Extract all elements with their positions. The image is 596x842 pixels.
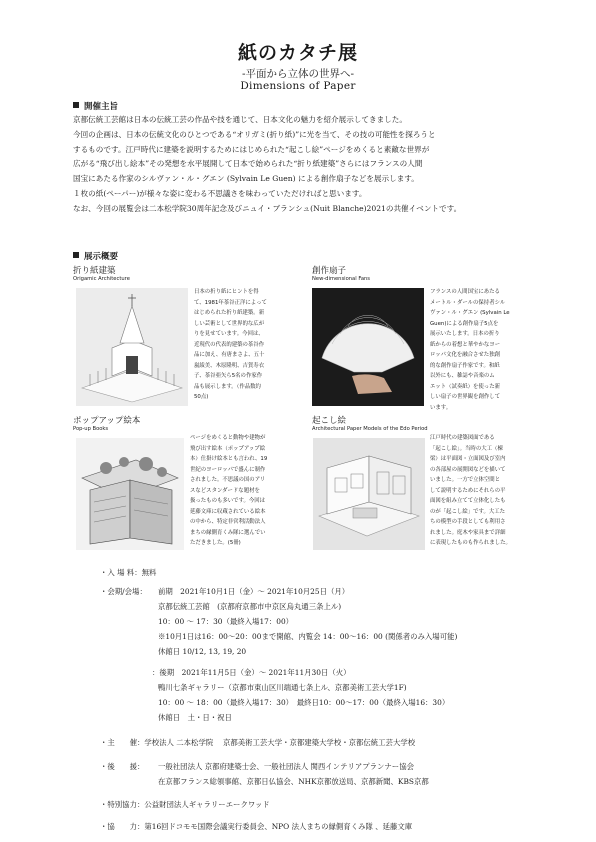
desc-line: 世紀のヨーロッパで盛んに制作 [190,466,266,473]
desc-line: して説明するためにそれらの平 [430,487,506,494]
desc-line: の各部屋の展開図などを描いて [430,466,506,473]
exhibit-origami-subtitle: Origamic Architecture [73,276,130,282]
desc-line: ヴァン・ル・グエン (Sylvain Le [430,310,510,316]
desc-line: メートル・ダールの保持者シル [430,299,506,306]
desc-line: りを見せています。今回は、 [194,331,264,337]
first-term: 前期 2021年10月1日（金）～ 2021年10月25日（月） [158,587,350,596]
special-value: 公益財団法人ギャラリーエークワッド [144,800,270,809]
purpose-line: １枚の紙(ペーパー)が様々な姿に変わる不思議さを味わっていただければと思います。 [73,188,367,198]
desc-line: 50点) [194,394,209,400]
exhibit-fans-subtitle: New-dimensional Fans [312,276,371,282]
desc-line: います。 [430,404,452,411]
desc-line: エット（試奏紙）を使った新 [430,383,500,390]
admission-row [100,565,156,580]
purpose-text [73,113,533,217]
first-venue: 京都伝統工芸館 (京都府京都市中京区烏丸通三条上ル) [158,602,342,611]
coop-row [100,819,412,834]
exhibit-popup-subtitle: Pop-up Books [73,426,109,432]
desc-line: ちの模型の手段としても利用さ [430,519,506,525]
desc-line: 延藤文庫に収蔵されている絵本 [190,508,266,515]
second-term: ：後期 2021年11月5日（金）～ 2021年11月30日（火） [152,668,351,677]
second-closed: 休館日 土・日・祝日 [158,713,232,722]
desc-line: のが「起こし絵」です。大工た [430,508,506,515]
overview-heading-text: 展示概要 [84,252,119,262]
desc-line: ロッパ文化を融合させた独創 [430,352,500,358]
exhibit-fans-desc [430,287,510,413]
desc-line: れました。庭木や家具まで詳細 [430,529,506,536]
exhibit-okoshie-title: 起こし絵 [312,416,347,426]
desc-line: フランスの人間国宝にあたる [430,289,500,295]
desc-line: に表現したものも作られました。 [430,540,511,546]
admission-label: ・入 場 料： [100,568,142,577]
okoshie-model-photo [313,438,425,550]
desc-line: て、1981年茶谷正洋によって [194,299,267,306]
desc-line: 扱ったものも多いです。今回は [190,498,266,504]
exhibit-okoshie-subtitle: Architectural Paper Models of the Edo Period [312,426,428,432]
period-label: ・会期/会場： [100,587,147,596]
desc-line: ただきました。(5冊) [190,540,241,546]
first-hours: 10：00 ～ 17：30（最終入場17：00） [158,617,294,626]
desc-line: まちの縁側育くみ隊に選んでい [190,529,266,536]
popup-book-photo [76,438,184,550]
host-row [100,735,415,750]
desc-line: 本）仕掛け絵本とも言われ、19 [190,456,268,462]
purpose-line: 国宝にあたる作家のシルヴァン・ル・グエン (Sylvain Le Guen) による創作扇子などを展示します。 [73,174,419,184]
desc-line: 的な創作扇子作家です。和紙 [430,362,500,369]
exhibit-fans-title: 創作扇子 [312,266,347,276]
desc-line: 紙からの着想と華やかなヨー [430,341,501,348]
coop-label: ・協 力： [100,822,145,831]
support-label: ・後 援： [100,762,145,771]
desc-line: 子、茶谷亜矢ら5名の作家作 [194,373,263,379]
special-row [100,797,270,812]
overview-heading [73,250,118,262]
purpose-line: 今回の企画は、日本の伝統文化のひとつである“オリガミ(折り紙)”に光を当て、その技の可能性を探ろうと [73,129,436,139]
coop-value: 第16回ドコモモ国際会議実行委員会、NPO 法人まちの縁側育くみ隊 、延藤文庫 [144,822,413,831]
desc-line: の中から、特定非営利活動法人 [190,519,266,525]
desc-line: ページをめくると動物や建物が [190,435,266,441]
purpose-line: 京都伝統工芸館は日本の伝統工芸の作品や技を通じて、日本文化の魅力を紹介展示してきました。 [73,115,407,124]
desc-line: されました。不思議の国のアリ [190,477,266,483]
purpose-heading [73,100,118,112]
host-label: ・主 催： [100,738,145,747]
purpose-heading-text: 開催主旨 [84,102,119,112]
exhibit-origami-title: 折り紙建築 [73,266,116,276]
desc-line: 江戸時代の建築図面である [430,435,495,441]
support-line-1: 一般社団法人 京都府建築士会、一般社団法人 関西インテリアプランナー協会 [158,762,414,771]
desc-line: Guen)による創作扇子5点を [430,320,499,327]
page-title: 紙のカタチ展 [237,42,358,64]
second-hours: 10：00 ～ 18：00（最終入場17：30） 最終日10：00～17：00（最終入場16：30） [158,698,450,707]
purpose-line: するものです。江戸時代に建築を説明するためにはじめられた“起こし絵”ページをめくると素敵な世界が [73,144,430,154]
desc-line: 日本の折り紙にヒントを得 [194,289,259,295]
exhibit-origami-desc [194,287,267,403]
desc-line: 品に加え、有唐まさよ、五十 [194,352,265,358]
desc-line: 面図を組み立てて立体化したも [430,498,506,504]
exhibit-popup-desc [190,433,267,549]
desc-line: 以外にも、雑誌や音楽のム [430,373,495,379]
admission-value: 無料 [141,568,157,577]
page-subtitle: -平面から立体の世界へ- [241,68,355,80]
exhibit-popup-title: ポップアップ絵本 [73,416,141,426]
desc-line: しい芸術として世界的な広が [194,320,265,327]
page-subtitle-en: Dimensions of Paper [240,80,356,92]
host-value: 学校法人 二本松学院 京都美術工芸大学・京都建築大学校・京都伝統工芸大学校 [144,738,416,747]
desc-line: スなどスタンダードな題材を [190,487,260,494]
origami-architecture-photo [76,288,188,406]
first-closed: 休館日 10/12, 13, 19, 20 [158,647,247,656]
square-bullet-icon [73,102,79,108]
desc-line: はじめられた折り紙建築。新 [194,310,265,316]
square-bullet-icon [73,252,79,258]
purpose-line: なお、今回の展覧会は二本松学院30周年記念及びニュイ・ブランシュ(Nuit Blanche)2021の共催イベントです。 [73,203,462,213]
desc-line: いました。一方で立体空間と [430,477,501,483]
special-label: ・特別協力： [100,800,145,809]
desc-line: 「起こし絵」。当時の大工（棟 [430,445,503,452]
desc-line: 展示いたします。日本の折り [430,331,500,337]
desc-line: 品も展示します。（作品数約 [194,383,261,390]
desc-line: 梁）は平面図・立面図及び室内 [430,456,506,462]
support-line-2: 在京都フランス総領事館、京都日仏協会、NHK京都放送局、京都新聞、KBS京都 [158,777,429,786]
desc-line: 飛び出す絵本（ポップアップ絵 [190,445,266,452]
creative-fan-photo [312,288,424,406]
second-venue: 鴨川七条ギャラリー（京都市東山区川端通七条上ル、京都美術工芸大学1F) [158,683,407,692]
purpose-line: 広がる“飛び出し絵本”その発想を水平展開して日本で始められた“折り紙建築”さらにはフランスの人間 [73,159,423,169]
desc-line: しい扇子の世界観を創作して [430,394,501,400]
exhibit-okoshie-desc [430,433,511,549]
first-note: ※10月1日は16：00～20：00まで開館、内覧会 14：00～16：00 (関係者のみ入場可能) [158,632,458,641]
desc-line: 嵐綾美、木原隆明、吉賀寿衣 [194,362,265,369]
desc-line: 近現代の代表的建築の茶谷作 [194,341,265,348]
